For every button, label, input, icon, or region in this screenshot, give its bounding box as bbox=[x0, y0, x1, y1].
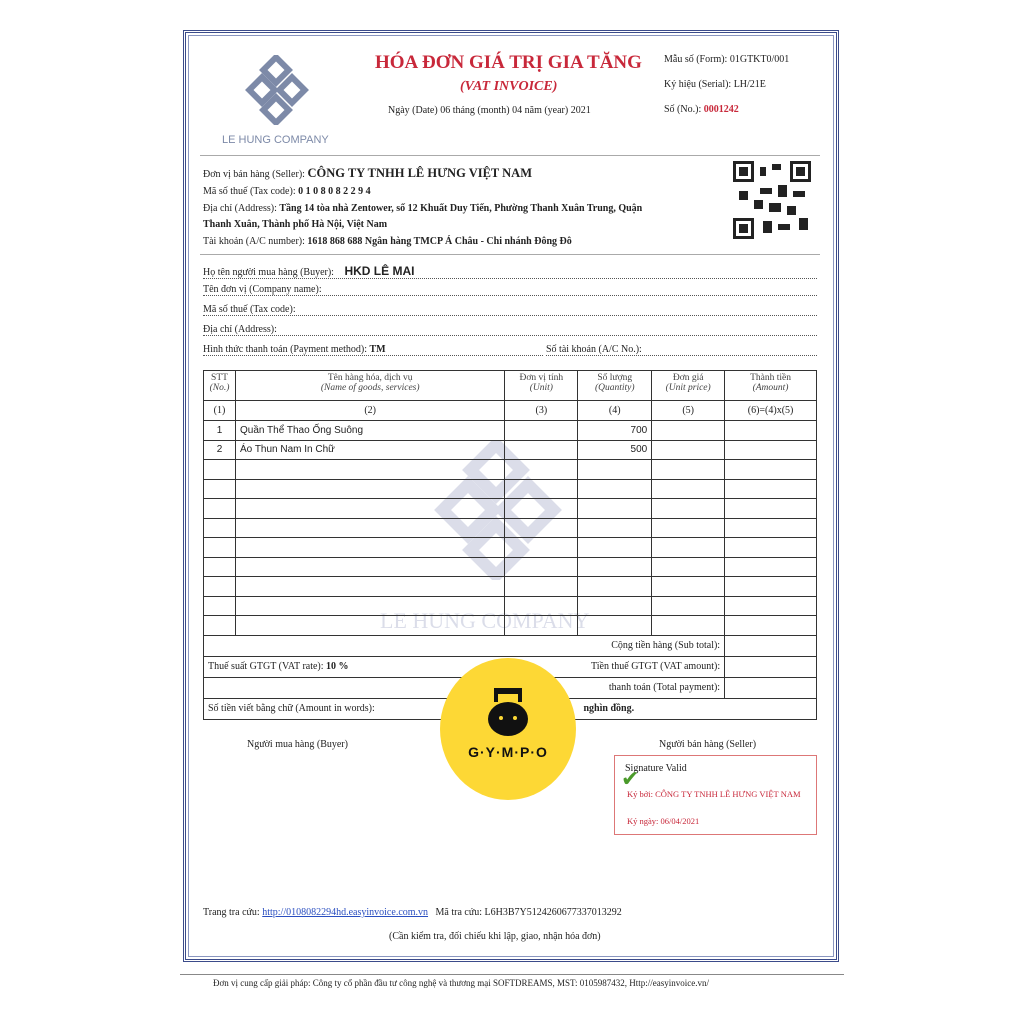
seller-address-1: Tầng 14 tòa nhà Zentower, số 12 Khuất Duy Tiến, Phường Thanh Xuân Trung, Quận bbox=[279, 203, 643, 214]
buyer-address-field[interactable] bbox=[203, 324, 817, 336]
table-row-empty bbox=[204, 479, 817, 499]
buyer-tax-label: Mã số thuế (Tax code): bbox=[203, 304, 296, 315]
seller-address-label: Địa chỉ (Address): bbox=[203, 203, 277, 214]
seller-tax-label: Mã số thuế (Tax code): bbox=[203, 186, 296, 197]
row-name: Áo Thun Nam In Chữ bbox=[235, 440, 504, 460]
seller-name: CÔNG TY TNHH LÊ HƯNG VIỆT NAM bbox=[307, 166, 533, 180]
table-row-empty bbox=[204, 518, 817, 538]
col-header-no-en: (No.) bbox=[209, 383, 230, 393]
row-qty: 700 bbox=[578, 421, 652, 441]
row-no: 2 bbox=[204, 440, 236, 460]
buyer-company-field[interactable] bbox=[203, 284, 817, 296]
subtotal-row bbox=[204, 635, 817, 656]
col-header-price-en: (Unit price) bbox=[665, 383, 711, 393]
table-row-empty bbox=[204, 577, 817, 597]
lookup-link[interactable]: http://0108082294hd.easyinvoice.com.vn bbox=[262, 907, 429, 918]
column-number-row bbox=[204, 401, 817, 421]
signed-by: Ký bởi: CÔNG TY TNHH LÊ HƯNG VIỆT NAM bbox=[627, 789, 801, 799]
col-header-unit: Đơn vị tính bbox=[519, 373, 564, 383]
table-row-empty bbox=[204, 557, 817, 577]
invoice-no: 0001242 bbox=[703, 104, 739, 115]
gympo-brand-text: G·Y·M·P·O bbox=[468, 744, 548, 760]
buyer-address-label: Địa chỉ (Address): bbox=[203, 324, 277, 335]
col-number: (5) bbox=[652, 401, 725, 421]
subtotal-label: Cộng tiền hàng (Sub total): bbox=[204, 635, 725, 656]
payment-label: Hình thức thanh toán (Payment method): bbox=[203, 344, 367, 355]
seller-address-2: Thanh Xuân, Thành phố Hà Nội, Việt Nam bbox=[203, 219, 388, 230]
buyer-tax-field[interactable] bbox=[203, 304, 817, 316]
amount-in-words: nghìn đồng. bbox=[583, 703, 635, 714]
table-row-empty bbox=[204, 499, 817, 519]
table-header-row bbox=[204, 371, 817, 401]
vat-amount-label: Tiền thuế GTGT (VAT amount): bbox=[591, 661, 721, 672]
invoice-subtitle: (VAT INVOICE) bbox=[460, 79, 558, 94]
invoice-date: Ngày (Date) 06 tháng (month) 04 năm (year) 2021 bbox=[388, 105, 591, 116]
qr-code-icon bbox=[733, 160, 811, 240]
form-value: 01GTKT0/001 bbox=[729, 54, 790, 65]
col-number: (2) bbox=[235, 401, 504, 421]
buyer-ac-field[interactable] bbox=[546, 344, 817, 356]
col-number: (6)=(4)x(5) bbox=[725, 401, 817, 421]
provider-text: Đơn vị cung cấp giải pháp: Công ty cổ phần đầu tư công nghệ và thương mại SOFTDREAMS, MST: 0105987432, Http://easyinvoice.vn/ bbox=[213, 978, 710, 988]
signature-valid-text: Signature Valid bbox=[625, 763, 687, 774]
buyer-name[interactable]: HKD LÊ MAI bbox=[344, 264, 415, 278]
seller-account-label: Tài khoản (A/C number): bbox=[203, 236, 305, 247]
seller-account: 1618 868 688 Ngân hàng TMCP Á Châu - Chi nhánh Đông Đô bbox=[307, 236, 572, 247]
table-row-empty bbox=[204, 596, 817, 616]
lookup-label: Trang tra cứu: bbox=[203, 907, 260, 918]
col-number: (4) bbox=[578, 401, 652, 421]
buyer-company-label: Tên đơn vị (Company name): bbox=[203, 284, 322, 295]
col-header-price: Đơn giá bbox=[672, 373, 704, 383]
invoice-no-label: Số (No.): bbox=[664, 104, 702, 115]
col-header-unit-en: (Unit) bbox=[529, 383, 553, 393]
col-header-qty: Số lượng bbox=[597, 373, 633, 383]
col-header-name-en: (Name of goods, services) bbox=[320, 383, 420, 393]
serial-label: Ký hiệu (Serial): bbox=[664, 79, 732, 90]
total-label: thanh toán (Total payment): bbox=[204, 677, 725, 698]
buyer-ac-label: Số tài khoản (A/C No.): bbox=[546, 344, 642, 355]
row-no: 1 bbox=[204, 421, 236, 441]
check-note: (Cần kiểm tra, đối chiếu khi lập, giao, nhận hóa đơn) bbox=[389, 931, 601, 942]
col-header-amount-en: (Amount) bbox=[752, 383, 789, 393]
seller-label: Đơn vị bán hàng (Seller): bbox=[203, 169, 305, 180]
row-name: Quần Thể Thao Ống Suông bbox=[235, 421, 504, 441]
table-row-empty bbox=[204, 616, 817, 636]
table-row-empty bbox=[204, 460, 817, 480]
invoice-title: HÓA ĐƠN GIÁ TRỊ GIA TĂNG bbox=[375, 52, 642, 73]
row-qty: 500 bbox=[578, 440, 652, 460]
form-label: Mẫu số (Form): bbox=[664, 54, 728, 65]
col-header-qty-en: (Quantity) bbox=[594, 383, 635, 393]
digital-signature-box[interactable] bbox=[614, 755, 817, 835]
company-logo-text: LE HUNG COMPANY bbox=[222, 134, 329, 146]
col-header-amount: Thành tiền bbox=[750, 373, 791, 383]
kettlebell-icon bbox=[486, 686, 530, 736]
watermark-text: LE HUNG COMPANY bbox=[380, 608, 590, 633]
signed-date: Ký ngày: 06/04/2021 bbox=[627, 816, 700, 826]
seller-tax: 0 1 0 8 0 8 2 2 9 4 bbox=[298, 186, 371, 197]
table-row bbox=[204, 440, 817, 460]
col-header-name: Tên hàng hóa, dịch vụ bbox=[327, 373, 413, 383]
col-header-no: STT bbox=[211, 373, 228, 383]
payment-method[interactable]: TM bbox=[369, 344, 386, 355]
gympo-badge bbox=[440, 658, 576, 800]
company-logo-icon bbox=[243, 55, 313, 125]
buyer-signature-label: Người mua hàng (Buyer) bbox=[247, 739, 348, 750]
seller-signature-label: Người bán hàng (Seller) bbox=[659, 739, 757, 750]
vat-rate-label: Thuế suất GTGT (VAT rate): bbox=[208, 661, 324, 672]
lookup-code-label: Mã tra cứu: bbox=[435, 907, 483, 918]
table-row bbox=[204, 421, 817, 441]
vat-rate: 10 % bbox=[326, 661, 349, 672]
words-label: Số tiền viết bằng chữ (Amount in words): bbox=[208, 703, 375, 714]
buyer-name-label: Họ tên người mua hàng (Buyer): bbox=[203, 267, 334, 278]
table-row-empty bbox=[204, 538, 817, 558]
lookup-code: L6H3B7Y5124260677337013292 bbox=[484, 907, 622, 918]
checkmark-icon: ✔ bbox=[621, 766, 640, 791]
col-number: (1) bbox=[204, 401, 236, 421]
col-number: (3) bbox=[505, 401, 578, 421]
serial-value: LH/21E bbox=[733, 79, 766, 90]
